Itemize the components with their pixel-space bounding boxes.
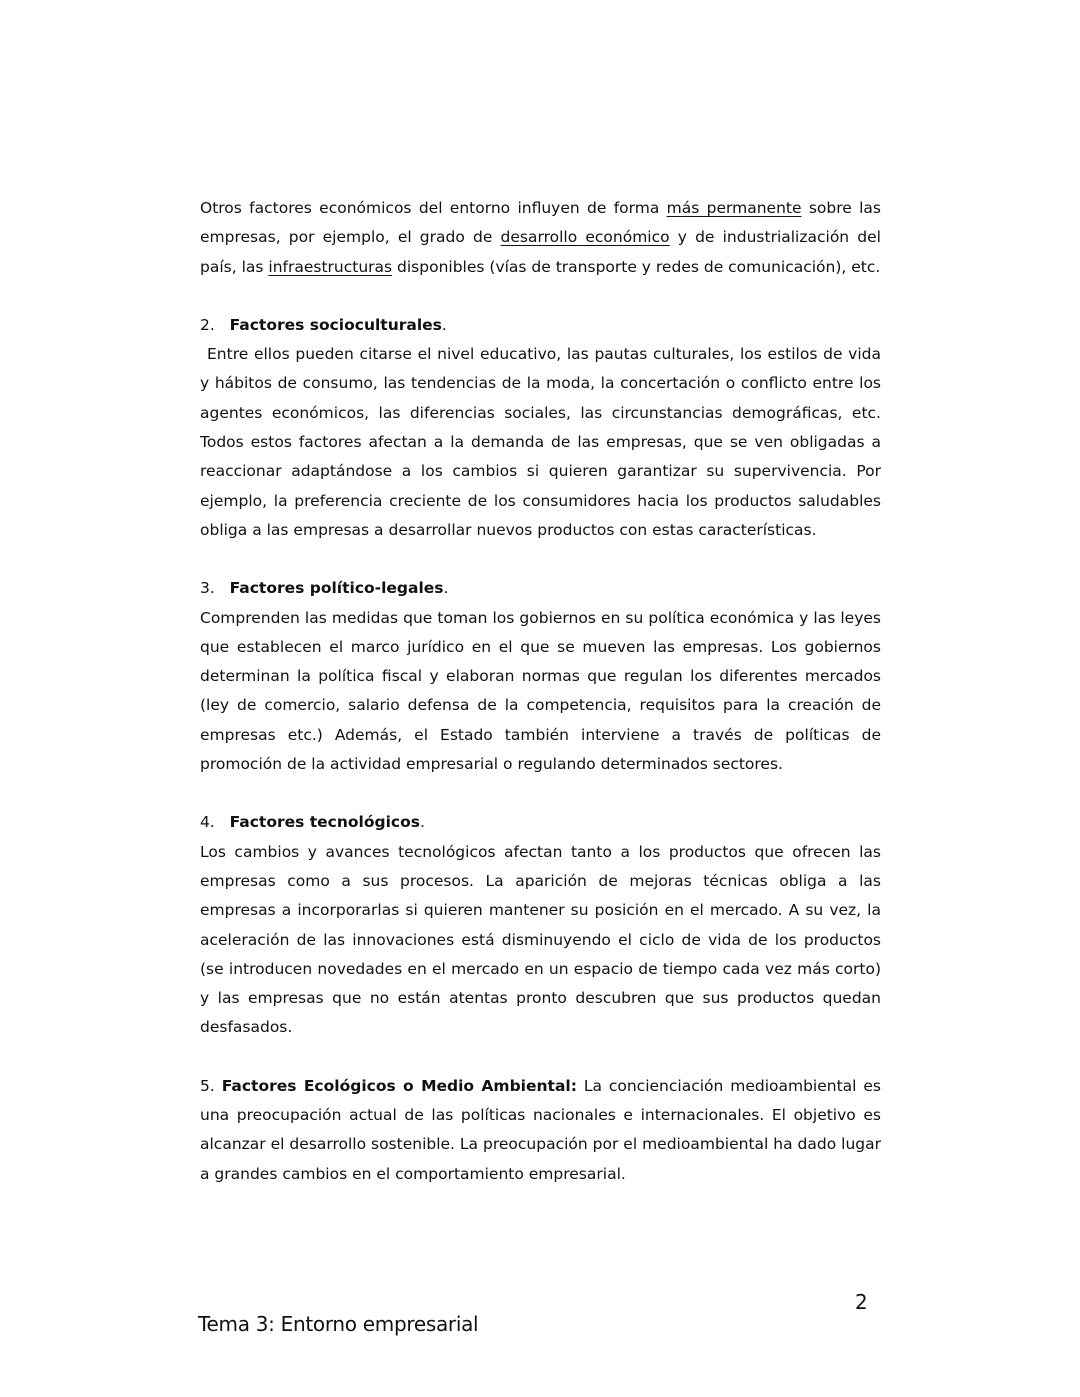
intro-paragraph [200,194,881,282]
underlined-mas-permanente: más permanente [666,199,802,217]
intro-text-3: y de industrialización del país, las [200,228,881,276]
section-heading-socioculturales [200,311,881,340]
section-number: 5. [200,1076,215,1095]
section-punct: . [443,579,449,598]
section-title: Factores socioculturales [229,315,442,334]
section-number: 2. [200,315,215,334]
document-body [200,194,881,1189]
underlined-desarrollo-economico: desarrollo económico [500,228,670,247]
section-title: Factores Ecológicos o Medio Ambiental: [221,1076,577,1095]
section-punct: . [419,813,425,832]
section-ecologicos [200,1072,881,1189]
underlined-infraestructuras: infraestructuras [268,257,393,276]
section-number: 3. [200,579,215,598]
page-number: 2 [855,1290,868,1314]
section-number: 4. [200,813,215,832]
section-punct: . [441,315,447,334]
section-body-tecnologicos: Los cambios y avances tecnológicos afectan tanto a los productos que ofrecen las empresas como a sus procesos. La aparición de mejoras técnicas obliga a las empresas a incorporarlas si quieren mantener su posición en el mercado. A su vez, la aceleración de las innovaciones está disminuyendo el ciclo de vida de los productos (se introducen novedades en el mercado en un espacio de tiempo cada vez más corto) y las empresas que no están atentas pronto descubren que sus productos quedan desfasados. [200,842,881,1037]
section-heading-politico-legales [200,574,881,603]
section-body-politico-legales: Comprenden las medidas que toman los gobiernos en su política económica y las leyes que establecen el marco jurídico en el que se mueven las empresas. Los gobiernos determinan la política fiscal y elaboran normas que regulan los diferentes mercados (ley de comercio, salario defensa de la competencia, requisitos para la creación de empresas etc.) Además, el Estado también interviene a través de políticas de promoción de la actividad empresarial o regulando determinados sectores. [200,608,881,774]
footer-title: Tema 3: Entorno empresarial [198,1312,479,1336]
section-title: Factores político-legales [229,579,444,598]
section-heading-tecnologicos [200,808,881,837]
intro-text-4: disponibles (vías de transporte y redes de comunicación), etc. [392,257,881,276]
intro-text-1: Otros factores económicos del entorno influyen de forma [200,199,667,217]
section-body-socioculturales: Entre ellos pueden citarse el nivel educativo, las pautas culturales, los estilos de vida y hábitos de consumo, las tendencias de la moda, la concertación o conflicto entre los agentes económicos, las diferencias sociales, las circunstancias demográficas, etc. Todos estos factores afectan a la demanda de las empresas, que se ven obligadas a reaccionar adaptándose a los cambios si quieren garantizar su supervivencia. Por ejemplo, la preferencia creciente de los consumidores hacia los productos saludables obliga a las empresas a desarrollar nuevos productos con estas características. [200,345,881,539]
intro-text-2: sobre las empresas, por ejemplo, el grado de [200,199,881,247]
section-title: Factores tecnológicos [229,813,420,832]
section-body-ecologicos: La concienciación medioambiental es una preocupación actual de las políticas nacionales e internacionales. El objetivo es alcanzar el desarrollo sostenible. La preocupación por el medioambiental ha dado lugar a grandes cambios en el comportamiento empresarial. [200,1076,881,1183]
